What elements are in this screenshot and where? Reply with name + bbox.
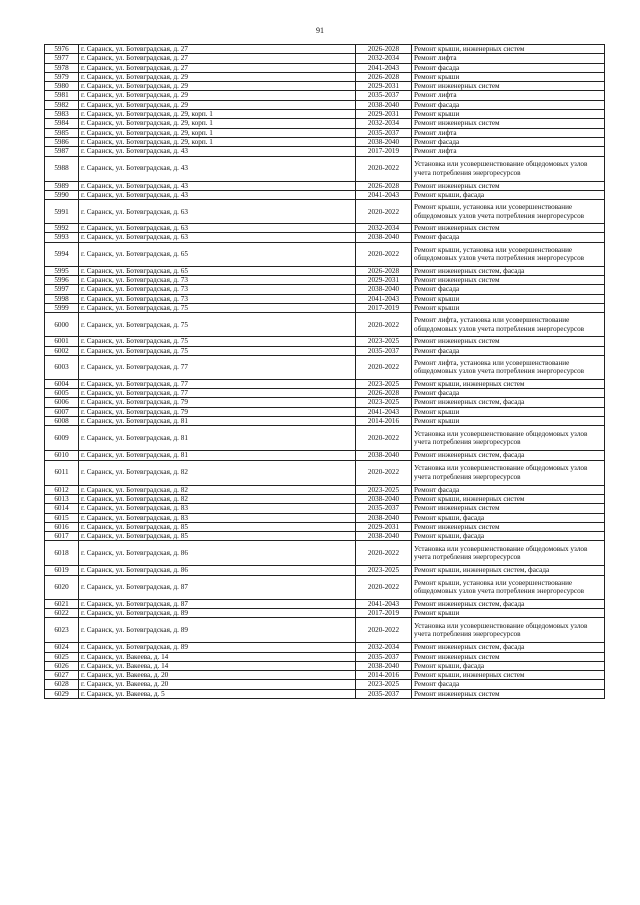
period-cell: 2038-2040 bbox=[356, 233, 412, 242]
row-number-cell: 5976 bbox=[45, 45, 79, 54]
period-cell: 2041-2043 bbox=[356, 63, 412, 72]
address-cell: г. Саранск, ул. Ботевградская, д. 75 bbox=[79, 346, 356, 355]
period-cell: 2038-2040 bbox=[356, 137, 412, 146]
table-row bbox=[45, 451, 605, 460]
period-cell: 2020-2022 bbox=[356, 156, 412, 181]
period-cell: 2020-2022 bbox=[356, 426, 412, 451]
table-row bbox=[45, 200, 605, 224]
period-cell: 2023-2025 bbox=[356, 337, 412, 346]
row-number-cell: 5985 bbox=[45, 128, 79, 137]
row-number-cell: 6011 bbox=[45, 460, 79, 485]
address-cell: г. Саранск, ул. Ботевградская, д. 27 bbox=[79, 45, 356, 54]
table-row bbox=[45, 652, 605, 661]
row-number-cell: 5979 bbox=[45, 72, 79, 81]
table-row bbox=[45, 355, 605, 379]
period-cell: 2038-2040 bbox=[356, 100, 412, 109]
table-row bbox=[45, 407, 605, 416]
table-row bbox=[45, 181, 605, 190]
row-number-cell: 5984 bbox=[45, 119, 79, 128]
table-row bbox=[45, 224, 605, 233]
table-row bbox=[45, 156, 605, 181]
row-number-cell: 6001 bbox=[45, 337, 79, 346]
row-number-cell: 6021 bbox=[45, 599, 79, 608]
address-cell: г. Саранск, ул. Ботевградская, д. 89 bbox=[79, 643, 356, 652]
work-type-cell: Ремонт фасада bbox=[412, 137, 605, 146]
row-number-cell: 6015 bbox=[45, 513, 79, 522]
work-type-cell: Ремонт крыши bbox=[412, 608, 605, 617]
work-type-cell: Ремонт фасада bbox=[412, 485, 605, 494]
period-cell: 2032-2034 bbox=[356, 119, 412, 128]
address-cell: г. Саранск, ул. Ботевградская, д. 77 bbox=[79, 379, 356, 388]
address-cell: г. Саранск, ул. Ботевградская, д. 81 bbox=[79, 426, 356, 451]
table-row bbox=[45, 285, 605, 294]
work-type-cell: Ремонт крыши, установка или усовершенствование общедомовых узлов учета потребления энергоресурсов bbox=[412, 242, 605, 266]
period-cell: 2020-2022 bbox=[356, 618, 412, 643]
table-row bbox=[45, 532, 605, 541]
row-number-cell: 5993 bbox=[45, 233, 79, 242]
table-row bbox=[45, 190, 605, 199]
table-row bbox=[45, 566, 605, 575]
address-cell: г. Саранск, ул. Ботевградская, д. 29, корп. 1 bbox=[79, 137, 356, 146]
address-cell: г. Саранск, ул. Ботевградская, д. 27 bbox=[79, 54, 356, 63]
table-row bbox=[45, 54, 605, 63]
row-number-cell: 6026 bbox=[45, 661, 79, 670]
table-row bbox=[45, 72, 605, 81]
address-cell: г. Саранск, ул. Ботевградская, д. 82 bbox=[79, 485, 356, 494]
table-row bbox=[45, 242, 605, 266]
address-cell: г. Саранск, ул. Ботевградская, д. 85 bbox=[79, 532, 356, 541]
address-cell: г. Саранск, ул. Ботевградская, д. 75 bbox=[79, 313, 356, 337]
work-type-cell: Ремонт крыши, фасада bbox=[412, 532, 605, 541]
table-row bbox=[45, 541, 605, 566]
period-cell: 2026-2028 bbox=[356, 181, 412, 190]
work-type-cell: Ремонт инженерных систем, фасада bbox=[412, 643, 605, 652]
row-number-cell: 6004 bbox=[45, 379, 79, 388]
table-row bbox=[45, 110, 605, 119]
row-number-cell: 6027 bbox=[45, 671, 79, 680]
address-cell: г. Саранск, ул. Ботевградская, д. 82 bbox=[79, 494, 356, 503]
row-number-cell: 5977 bbox=[45, 54, 79, 63]
address-cell: г. Саранск, ул. Ботевградская, д. 86 bbox=[79, 566, 356, 575]
address-cell: г. Саранск, ул. Ботевградская, д. 29, корп. 1 bbox=[79, 119, 356, 128]
address-cell: г. Саранск, ул. Ботевградская, д. 83 bbox=[79, 504, 356, 513]
table-row bbox=[45, 63, 605, 72]
table-row bbox=[45, 119, 605, 128]
period-cell: 2038-2040 bbox=[356, 513, 412, 522]
period-cell: 2020-2022 bbox=[356, 541, 412, 566]
address-cell: г. Саранск, ул. Ботевградская, д. 86 bbox=[79, 541, 356, 566]
period-cell: 2032-2034 bbox=[356, 643, 412, 652]
row-number-cell: 6019 bbox=[45, 566, 79, 575]
table-row bbox=[45, 337, 605, 346]
period-cell: 2014-2016 bbox=[356, 671, 412, 680]
address-cell: г. Саранск, ул. Ботевградская, д. 81 bbox=[79, 451, 356, 460]
row-number-cell: 5991 bbox=[45, 200, 79, 224]
period-cell: 2029-2031 bbox=[356, 110, 412, 119]
row-number-cell: 6012 bbox=[45, 485, 79, 494]
table-row bbox=[45, 426, 605, 451]
work-type-cell: Ремонт лифта, установка или усовершенствование общедомовых узлов учета потребления энергоресурсов bbox=[412, 313, 605, 337]
table-row bbox=[45, 618, 605, 643]
work-type-cell: Ремонт крыши, фасада bbox=[412, 661, 605, 670]
address-cell: г. Саранск, ул. Ботевградская, д. 85 bbox=[79, 522, 356, 531]
work-type-cell: Установка или усовершенствование общедомовых узлов учета потребления энергоресурсов bbox=[412, 156, 605, 181]
work-type-cell: Ремонт инженерных систем bbox=[412, 181, 605, 190]
period-cell: 2023-2025 bbox=[356, 680, 412, 689]
row-number-cell: 6003 bbox=[45, 355, 79, 379]
row-number-cell: 6010 bbox=[45, 451, 79, 460]
table-row bbox=[45, 643, 605, 652]
period-cell: 2035-2037 bbox=[356, 652, 412, 661]
row-number-cell: 5986 bbox=[45, 137, 79, 146]
period-cell: 2038-2040 bbox=[356, 494, 412, 503]
period-cell: 2023-2025 bbox=[356, 485, 412, 494]
address-cell: г. Саранск, ул. Ботевградская, д. 65 bbox=[79, 242, 356, 266]
row-number-cell: 6016 bbox=[45, 522, 79, 531]
row-number-cell: 6024 bbox=[45, 643, 79, 652]
table-row bbox=[45, 303, 605, 312]
row-number-cell: 5995 bbox=[45, 266, 79, 275]
work-type-cell: Ремонт фасада bbox=[412, 346, 605, 355]
work-type-cell: Ремонт фасада bbox=[412, 63, 605, 72]
period-cell: 2017-2019 bbox=[356, 608, 412, 617]
address-cell: г. Саранск, ул. Ботевградская, д. 89 bbox=[79, 618, 356, 643]
work-type-cell: Ремонт лифта bbox=[412, 147, 605, 156]
table-row bbox=[45, 346, 605, 355]
address-cell: г. Саранск, ул. Ботевградская, д. 75 bbox=[79, 303, 356, 312]
address-cell: г. Саранск, ул. Ботевградская, д. 43 bbox=[79, 147, 356, 156]
row-number-cell: 5998 bbox=[45, 294, 79, 303]
period-cell: 2017-2019 bbox=[356, 147, 412, 156]
row-number-cell: 6006 bbox=[45, 398, 79, 407]
address-cell: г. Саранск, ул. Ботевградская, д. 83 bbox=[79, 513, 356, 522]
table-row bbox=[45, 147, 605, 156]
row-number-cell: 5996 bbox=[45, 276, 79, 285]
period-cell: 2035-2037 bbox=[356, 504, 412, 513]
row-number-cell: 5997 bbox=[45, 285, 79, 294]
period-cell: 2020-2022 bbox=[356, 460, 412, 485]
address-cell: г. Саранск, ул. Ботевградская, д. 79 bbox=[79, 398, 356, 407]
period-cell: 2026-2028 bbox=[356, 389, 412, 398]
work-type-cell: Ремонт крыши, инженерных систем bbox=[412, 379, 605, 388]
address-cell: г. Саранск, ул. Вакеева, д. 5 bbox=[79, 689, 356, 698]
period-cell: 2026-2028 bbox=[356, 72, 412, 81]
address-cell: г. Саранск, ул. Вакеева, д. 20 bbox=[79, 671, 356, 680]
table-row bbox=[45, 389, 605, 398]
row-number-cell: 5990 bbox=[45, 190, 79, 199]
period-cell: 2026-2028 bbox=[356, 266, 412, 275]
address-cell: г. Саранск, ул. Ботевградская, д. 89 bbox=[79, 608, 356, 617]
work-type-cell: Ремонт фасада bbox=[412, 680, 605, 689]
address-cell: г. Саранск, ул. Ботевградская, д. 73 bbox=[79, 285, 356, 294]
period-cell: 2035-2037 bbox=[356, 346, 412, 355]
address-cell: г. Саранск, ул. Ботевградская, д. 77 bbox=[79, 355, 356, 379]
table-row bbox=[45, 128, 605, 137]
work-type-cell: Ремонт инженерных систем bbox=[412, 276, 605, 285]
work-type-cell: Ремонт крыши, установка или усовершенствование общедомовых узлов учета потребления энергоресурсов bbox=[412, 200, 605, 224]
work-type-cell: Ремонт инженерных систем, фасада bbox=[412, 266, 605, 275]
period-cell: 2032-2034 bbox=[356, 224, 412, 233]
period-cell: 2020-2022 bbox=[356, 355, 412, 379]
row-number-cell: 5988 bbox=[45, 156, 79, 181]
work-type-cell: Ремонт крыши, инженерных систем bbox=[412, 45, 605, 54]
work-type-cell: Установка или усовершенствование общедомовых узлов учета потребления энергоресурсов bbox=[412, 460, 605, 485]
period-cell: 2041-2043 bbox=[356, 407, 412, 416]
table-row bbox=[45, 82, 605, 91]
address-cell: г. Саранск, ул. Ботевградская, д. 43 bbox=[79, 190, 356, 199]
address-cell: г. Саранск, ул. Ботевградская, д. 29 bbox=[79, 82, 356, 91]
work-type-cell: Ремонт инженерных систем bbox=[412, 337, 605, 346]
row-number-cell: 6028 bbox=[45, 680, 79, 689]
work-type-cell: Ремонт крыши bbox=[412, 303, 605, 312]
row-number-cell: 5978 bbox=[45, 63, 79, 72]
row-number-cell: 5983 bbox=[45, 110, 79, 119]
work-type-cell: Ремонт крыши, фасада bbox=[412, 513, 605, 522]
row-number-cell: 6018 bbox=[45, 541, 79, 566]
table-row bbox=[45, 233, 605, 242]
address-cell: г. Саранск, ул. Ботевградская, д. 77 bbox=[79, 389, 356, 398]
work-type-cell: Ремонт крыши, инженерных систем, фасада bbox=[412, 566, 605, 575]
table-row bbox=[45, 494, 605, 503]
period-cell: 2023-2025 bbox=[356, 379, 412, 388]
row-number-cell: 5989 bbox=[45, 181, 79, 190]
row-number-cell: 6017 bbox=[45, 532, 79, 541]
period-cell: 2038-2040 bbox=[356, 451, 412, 460]
work-type-cell: Ремонт фасада bbox=[412, 233, 605, 242]
work-type-cell: Установка или усовершенствование общедомовых узлов учета потребления энергоресурсов bbox=[412, 426, 605, 451]
work-type-cell: Ремонт лифта, установка или усовершенствование общедомовых узлов учета потребления энергоресурсов bbox=[412, 355, 605, 379]
row-number-cell: 5980 bbox=[45, 82, 79, 91]
work-type-cell: Ремонт инженерных систем, фасада bbox=[412, 599, 605, 608]
row-number-cell: 6023 bbox=[45, 618, 79, 643]
address-cell: г. Саранск, ул. Вакеева, д. 14 bbox=[79, 652, 356, 661]
table-row bbox=[45, 379, 605, 388]
address-cell: г. Саранск, ул. Ботевградская, д. 79 bbox=[79, 407, 356, 416]
period-cell: 2029-2031 bbox=[356, 522, 412, 531]
period-cell: 2035-2037 bbox=[356, 128, 412, 137]
page-number: 91 bbox=[316, 26, 324, 35]
work-type-cell: Ремонт инженерных систем bbox=[412, 652, 605, 661]
row-number-cell: 6002 bbox=[45, 346, 79, 355]
address-cell: г. Саранск, ул. Ботевградская, д. 43 bbox=[79, 156, 356, 181]
row-number-cell: 6013 bbox=[45, 494, 79, 503]
table-row bbox=[45, 417, 605, 426]
table-row bbox=[45, 689, 605, 698]
work-type-cell: Ремонт крыши bbox=[412, 417, 605, 426]
address-cell: г. Саранск, ул. Ботевградская, д. 87 bbox=[79, 575, 356, 599]
period-cell: 2020-2022 bbox=[356, 242, 412, 266]
row-number-cell: 6007 bbox=[45, 407, 79, 416]
address-cell: г. Саранск, ул. Ботевградская, д. 43 bbox=[79, 181, 356, 190]
period-cell: 2032-2034 bbox=[356, 54, 412, 63]
period-cell: 2041-2043 bbox=[356, 294, 412, 303]
address-cell: г. Саранск, ул. Вакеева, д. 20 bbox=[79, 680, 356, 689]
table-row bbox=[45, 398, 605, 407]
work-type-cell: Ремонт крыши, установка или усовершенствование общедомовых узлов учета потребления энергоресурсов bbox=[412, 575, 605, 599]
address-cell: г. Саранск, ул. Ботевградская, д. 27 bbox=[79, 63, 356, 72]
work-type-cell: Установка или усовершенствование общедомовых узлов учета потребления энергоресурсов bbox=[412, 541, 605, 566]
table-row bbox=[45, 599, 605, 608]
period-cell: 2026-2028 bbox=[356, 45, 412, 54]
address-cell: г. Саранск, ул. Ботевградская, д. 82 bbox=[79, 460, 356, 485]
table-row bbox=[45, 504, 605, 513]
table-body bbox=[45, 45, 605, 699]
table-row bbox=[45, 100, 605, 109]
period-cell: 2029-2031 bbox=[356, 82, 412, 91]
work-type-cell: Ремонт лифта bbox=[412, 128, 605, 137]
address-cell: г. Саранск, ул. Ботевградская, д. 63 bbox=[79, 233, 356, 242]
row-number-cell: 5981 bbox=[45, 91, 79, 100]
period-cell: 2038-2040 bbox=[356, 532, 412, 541]
table-row bbox=[45, 266, 605, 275]
table-row bbox=[45, 91, 605, 100]
period-cell: 2029-2031 bbox=[356, 276, 412, 285]
work-type-cell: Установка или усовершенствование общедомовых узлов учета потребления энергоресурсов bbox=[412, 618, 605, 643]
table-row bbox=[45, 608, 605, 617]
row-number-cell: 6029 bbox=[45, 689, 79, 698]
row-number-cell: 5999 bbox=[45, 303, 79, 312]
row-number-cell: 6022 bbox=[45, 608, 79, 617]
address-cell: г. Саранск, ул. Ботевградская, д. 87 bbox=[79, 599, 356, 608]
address-cell: г. Саранск, ул. Ботевградская, д. 63 bbox=[79, 200, 356, 224]
work-type-cell: Ремонт крыши bbox=[412, 72, 605, 81]
address-cell: г. Саранск, ул. Ботевградская, д. 29, корп. 1 bbox=[79, 110, 356, 119]
address-cell: г. Саранск, ул. Ботевградская, д. 29, корп. 1 bbox=[79, 128, 356, 137]
work-type-cell: Ремонт лифта bbox=[412, 54, 605, 63]
work-type-cell: Ремонт крыши, фасада bbox=[412, 190, 605, 199]
period-cell: 2041-2043 bbox=[356, 599, 412, 608]
table-row bbox=[45, 137, 605, 146]
table-row bbox=[45, 575, 605, 599]
work-type-cell: Ремонт инженерных систем bbox=[412, 82, 605, 91]
row-number-cell: 6000 bbox=[45, 313, 79, 337]
address-cell: г. Саранск, ул. Ботевградская, д. 63 bbox=[79, 224, 356, 233]
address-cell: г. Саранск, ул. Вакеева, д. 14 bbox=[79, 661, 356, 670]
repair-schedule-table bbox=[44, 44, 605, 699]
period-cell: 2035-2037 bbox=[356, 689, 412, 698]
work-type-cell: Ремонт инженерных систем bbox=[412, 224, 605, 233]
table-row bbox=[45, 680, 605, 689]
table-row bbox=[45, 294, 605, 303]
address-cell: г. Саранск, ул. Ботевградская, д. 81 bbox=[79, 417, 356, 426]
table-row bbox=[45, 485, 605, 494]
address-cell: г. Саранск, ул. Ботевградская, д. 29 bbox=[79, 100, 356, 109]
period-cell: 2020-2022 bbox=[356, 313, 412, 337]
work-type-cell: Ремонт инженерных систем bbox=[412, 689, 605, 698]
table-row bbox=[45, 276, 605, 285]
row-number-cell: 6005 bbox=[45, 389, 79, 398]
row-number-cell: 6025 bbox=[45, 652, 79, 661]
period-cell: 2020-2022 bbox=[356, 575, 412, 599]
address-cell: г. Саранск, ул. Ботевградская, д. 75 bbox=[79, 337, 356, 346]
work-type-cell: Ремонт крыши, инженерных систем bbox=[412, 671, 605, 680]
table-row bbox=[45, 661, 605, 670]
period-cell: 2014-2016 bbox=[356, 417, 412, 426]
row-number-cell: 6008 bbox=[45, 417, 79, 426]
row-number-cell: 5987 bbox=[45, 147, 79, 156]
row-number-cell: 6020 bbox=[45, 575, 79, 599]
work-type-cell: Ремонт фасада bbox=[412, 285, 605, 294]
row-number-cell: 5982 bbox=[45, 100, 79, 109]
period-cell: 2038-2040 bbox=[356, 661, 412, 670]
row-number-cell: 5992 bbox=[45, 224, 79, 233]
address-cell: г. Саранск, ул. Ботевградская, д. 73 bbox=[79, 276, 356, 285]
work-type-cell: Ремонт лифта bbox=[412, 91, 605, 100]
address-cell: г. Саранск, ул. Ботевградская, д. 29 bbox=[79, 91, 356, 100]
work-type-cell: Ремонт инженерных систем, фасада bbox=[412, 451, 605, 460]
work-type-cell: Ремонт инженерных систем bbox=[412, 522, 605, 531]
row-number-cell: 6009 bbox=[45, 426, 79, 451]
work-type-cell: Ремонт инженерных систем bbox=[412, 504, 605, 513]
period-cell: 2038-2040 bbox=[356, 285, 412, 294]
work-type-cell: Ремонт инженерных систем bbox=[412, 119, 605, 128]
period-cell: 2020-2022 bbox=[356, 200, 412, 224]
table-row bbox=[45, 671, 605, 680]
table-row bbox=[45, 460, 605, 485]
table-row bbox=[45, 522, 605, 531]
period-cell: 2023-2025 bbox=[356, 398, 412, 407]
address-cell: г. Саранск, ул. Ботевградская, д. 65 bbox=[79, 266, 356, 275]
address-cell: г. Саранск, ул. Ботевградская, д. 29 bbox=[79, 72, 356, 81]
work-type-cell: Ремонт крыши bbox=[412, 110, 605, 119]
table-row bbox=[45, 45, 605, 54]
period-cell: 2017-2019 bbox=[356, 303, 412, 312]
work-type-cell: Ремонт фасада bbox=[412, 389, 605, 398]
table-row bbox=[45, 513, 605, 522]
work-type-cell: Ремонт крыши, инженерных систем bbox=[412, 494, 605, 503]
row-number-cell: 5994 bbox=[45, 242, 79, 266]
period-cell: 2023-2025 bbox=[356, 566, 412, 575]
work-type-cell: Ремонт крыши bbox=[412, 407, 605, 416]
row-number-cell: 6014 bbox=[45, 504, 79, 513]
period-cell: 2041-2043 bbox=[356, 190, 412, 199]
period-cell: 2035-2037 bbox=[356, 91, 412, 100]
work-type-cell: Ремонт фасада bbox=[412, 100, 605, 109]
table-row bbox=[45, 313, 605, 337]
work-type-cell: Ремонт крыши bbox=[412, 294, 605, 303]
work-type-cell: Ремонт инженерных систем, фасада bbox=[412, 398, 605, 407]
address-cell: г. Саранск, ул. Ботевградская, д. 73 bbox=[79, 294, 356, 303]
